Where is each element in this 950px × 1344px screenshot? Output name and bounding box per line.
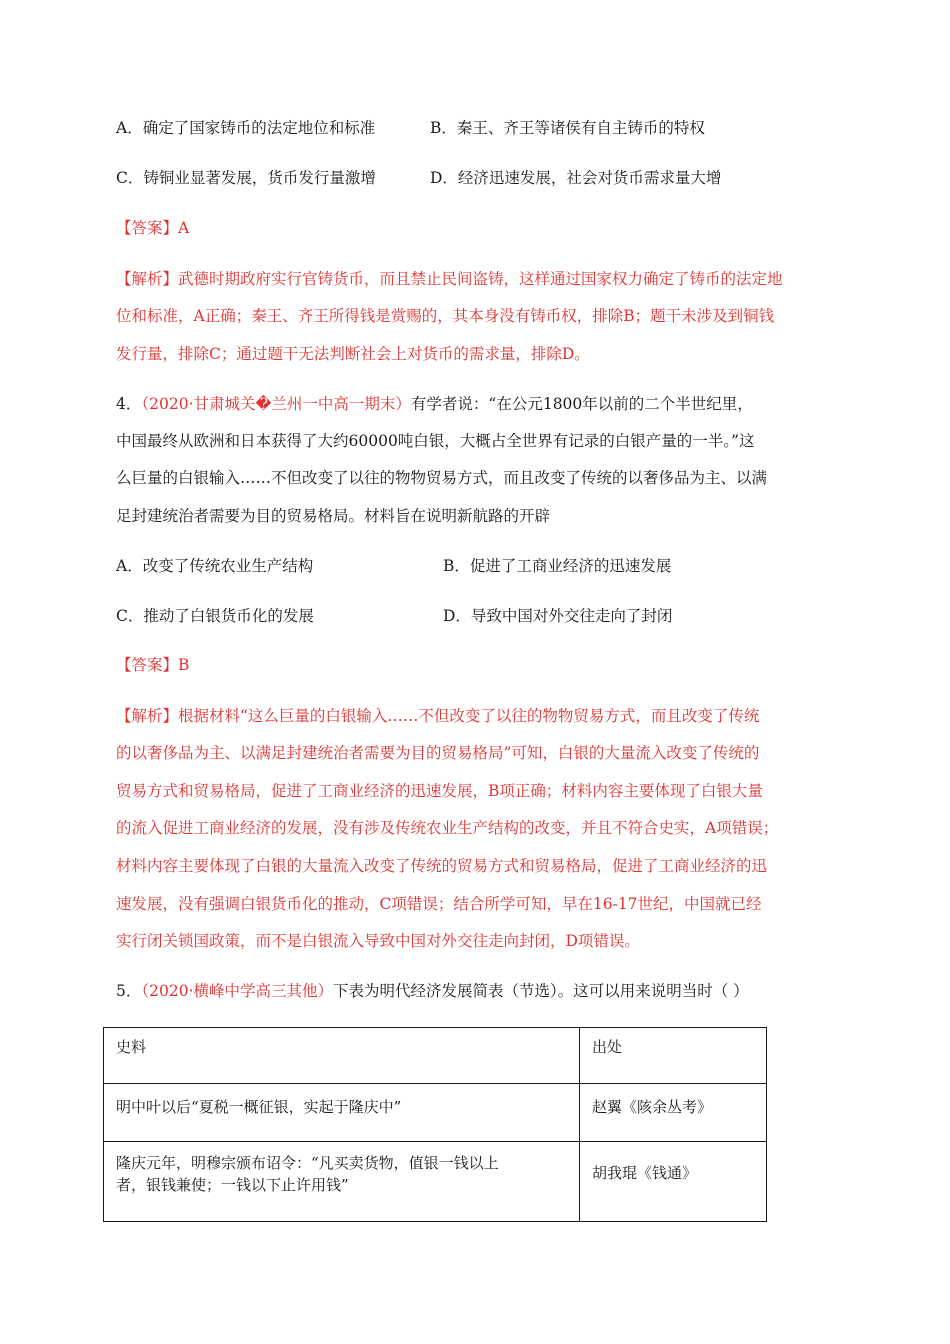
q4-stem-line: 么巨量的白银输入……不但改变了以往的物物贸易方式，而且改变了传统的以奢侈品为主、以满 (116, 469, 768, 487)
q3-option-a: A．确定了国家铸币的法定地位和标准 (116, 119, 376, 137)
table-cell-text (104, 1084, 580, 1142)
q5-stem: 下表为明代经济发展简表（节选）。这可以用来说明当时（ ） (333, 982, 749, 1000)
table-cell-line: 隆庆元年，明穆宗颁布诏令：“凡买卖货物，值银一钱以上 (116, 1154, 499, 1172)
table-cell-text (104, 1142, 580, 1222)
q4-answer (116, 654, 189, 676)
table-header-cell: 史料 (104, 1028, 580, 1084)
table-cell-source: 赵翼《陔余丛考》 (580, 1084, 767, 1142)
q3-option-b: B．秦王、齐王等诸侯有自主铸币的特权 (430, 119, 705, 137)
q4-analysis-line: 速发展，没有强调白银货币化的推动，C项错误；结合所学可知，早在16-17世纪，中国就已经 (116, 895, 762, 913)
q4-stem-first-line (116, 393, 753, 415)
q3-option-d: D．经济迅速发展，社会对货币需求量大增 (430, 169, 722, 187)
q3-analysis-line: 发行量，排除C；通过题干无法判断社会上对货币的需求量，排除D。 (116, 345, 590, 363)
q4-analysis-line: 贸易方式和贸易格局，促进了工商业经济的迅速发展，B项正确；材料内容主要体现了白银大量 (116, 782, 763, 800)
q4-stem-line: 中国最终从欧洲和日本获得了大约60000吨白银，大概占全世界有记录的白银产量的一半。”这 (116, 432, 755, 450)
q4-analysis-line: 的以奢侈品为主、以满足封建统治者需要为目的贸易格局”可知，白银的大量流入改变了传统的 (116, 744, 760, 762)
q5-number: 5． (116, 982, 142, 1000)
q4-analysis-line: 的流入促进工商业经济的发展，没有涉及传统农业生产结构的改变，并且不符合史实，A项错误； (116, 819, 779, 837)
q3-analysis-line: 【解析】武德时期政府实行官铸货币，而且禁止民间盗铸，这样通过国家权力确定了铸币的法定地 (116, 270, 783, 288)
q4-option-c: C．推动了白银货币化的发展 (116, 607, 314, 625)
table-row (104, 1084, 767, 1142)
q5-stem-line (116, 980, 749, 1002)
q4-source: （2020·甘肃城关�兰州一中高一期末） (141, 395, 411, 413)
q4-number: 4． (116, 395, 142, 413)
table-cell-line: 明中叶以后“夏税一概征银，实起于隆庆中” (116, 1098, 402, 1116)
table-row (104, 1142, 767, 1222)
q4-analysis-line: 实行闭关锁国政策，而不是白银流入导致中国对外交往走向封闭，D项错误。 (116, 932, 640, 950)
q3-answer (116, 217, 189, 239)
q4-answer-label: 【答案】 (116, 656, 179, 674)
table-header-row (104, 1028, 767, 1084)
q4-option-d: D．导致中国对外交往走向了封闭 (443, 607, 673, 625)
q3-answer-value: A (178, 219, 190, 237)
table-header-cell: 出处 (580, 1028, 767, 1084)
q4-analysis-line: 【解析】根据材料“这么巨量的白银输入……不但改变了以往的物物贸易方式，而且改变了传统 (116, 707, 760, 725)
table-cell-source: 胡我琨《钱通》 (580, 1142, 767, 1222)
q4-stem-first: 有学者说：“在公元1800年以前的二个半世纪里， (410, 395, 753, 413)
q4-option-a: A．改变了传统农业生产结构 (116, 557, 314, 575)
q4-stem-line: 足封建统治者需要为目的贸易格局。材料旨在说明新航路的开辟 (116, 507, 551, 525)
q5-source: （2020·横峰中学高三其他） (141, 982, 333, 1000)
q4-analysis-line: 材料内容主要体现了白银的大量流入改变了传统的贸易方式和贸易格局，促进了工商业经济的迅 (116, 857, 768, 875)
q4-answer-value: B (178, 656, 190, 674)
q3-option-c: C．铸铜业显著发展，货币发行量激增 (116, 169, 376, 187)
q5-table (103, 1027, 767, 1222)
q3-analysis-line: 位和标准，A正确；秦王、齐王所得钱是赏赐的，其本身没有铸币权，排除B；题干未涉及到铜钱 (116, 307, 775, 325)
q4-option-b: B．促进了工商业经济的迅速发展 (443, 557, 672, 575)
q3-answer-label: 【答案】 (116, 219, 179, 237)
table-cell-line: 者，银钱兼使；一钱以下止许用钱” (116, 1176, 349, 1194)
